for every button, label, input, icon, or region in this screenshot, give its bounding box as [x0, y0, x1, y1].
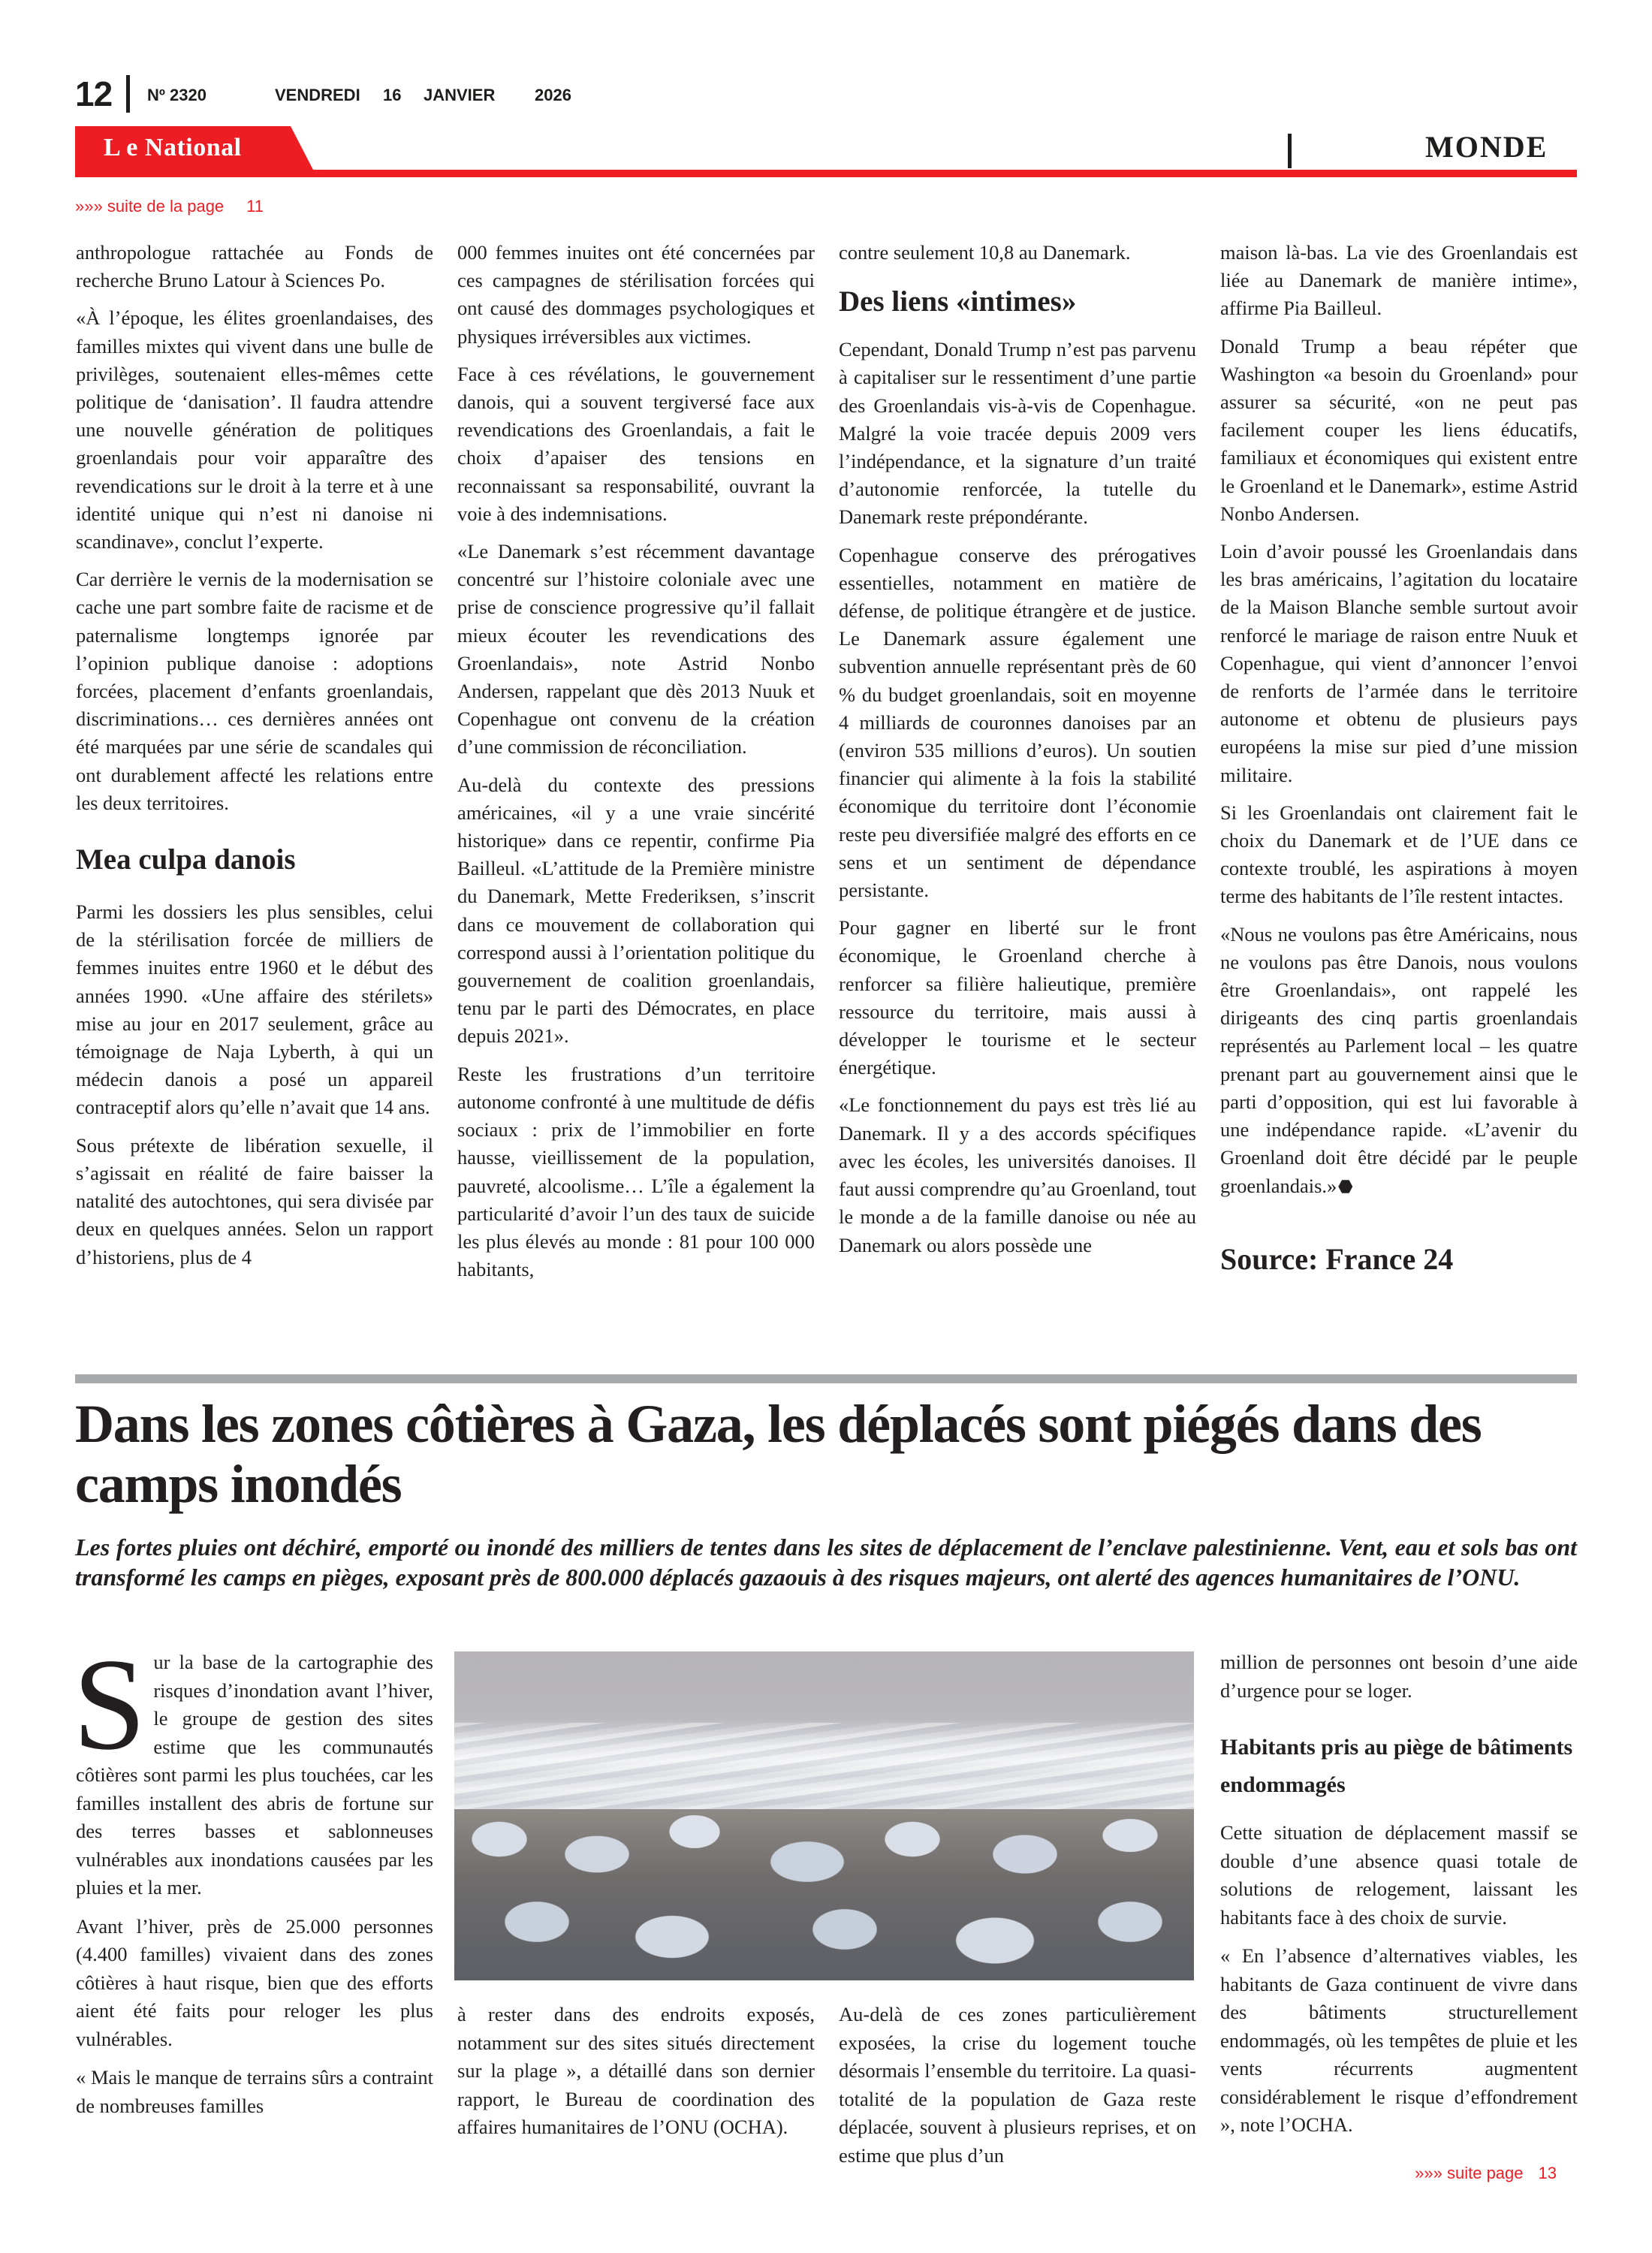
paragraph: « En l’absence d’alternatives viables, les habitants de Gaza continuent de vivre dans des bâtiments structurellement endommagés, où les tempêtes de pluie et les vents récurrents augmentent considérablement le risque d’effondrement », note l’OCHA. [1220, 1944, 1578, 2136]
paragraph: « Mais le manque de terrains sûrs a contraint de nombreuses familles [76, 2066, 433, 2117]
lead-paragraph [73, 1631, 433, 1902]
section-label: MONDE [1425, 130, 1548, 164]
section-divider [1288, 134, 1292, 168]
paragraph: Pour gagner en liberté sur le front économique, le Groenland cherche à renforcer sa filière halieutique, première ressource du territoire, mais aussi à développer le tourisme et le secteur énergétique. [839, 916, 1196, 1079]
gaza-column-3 [839, 2001, 1196, 2180]
paragraph: «Le fonctionnement du pays est très lié au Danemark. Il y a des accords spécifiques avec les écoles, les universités danoises. Il faut aussi comprendre qu’au Groenland, tout le monde a de la famille danoise ou née au Danemark ou alors possède une [839, 1093, 1196, 1256]
paragraph: Reste les frustrations d’un territoire autonome confronté à une multitude de défis sociaux : prix de l’immobilier en forte hausse, vieillissement de la population, pauvreté, alcoolisme… L’île a également la particularité d’avoir l’un des taux de suicide les plus élevés au monde : 81 pour 100 000 habitants, [457, 1062, 815, 1281]
greenland-column-1 [76, 239, 433, 1281]
date-day: 16 [383, 86, 402, 104]
gaza-camp-photo [454, 1651, 1194, 1980]
paragraph: Loin d’avoir poussé les Groenlandais dans les bras américains, l’agitation du locataire de la Maison Blanche semble surtout avoir renforcé le mariage de raison entre Nuuk et Copenhague, qui vient d’annoncer l’envoi de renforts de l’armée dans le territoire autonome et obtenu de plusieurs pays européens la mise sur pied d’une mission militaire. [1220, 540, 1578, 786]
masthead-band [75, 126, 1577, 179]
photo-sea-surf [454, 1723, 1194, 1820]
paragraph: anthropologue rattachée au Fonds de recherche Bruno Latour à Sciences Po. [76, 241, 433, 292]
gaza-column-1 [73, 1631, 433, 2131]
paragraph: Cette situation de déplacement massif se double d’une absence quasi totale de solutions de relogement, laissant les habitants face à des choix de survie. [1220, 1821, 1578, 1929]
continued-to-prefix: »»» suite page [1415, 2163, 1524, 2182]
page-number: 12 [75, 74, 113, 113]
lead-paragraph-text: ur la base de la cartographie des risques d’inondation avant l’hiver, le groupe de gestion des sites estime que les communautés côtières sont parmi les plus touchées, car les familles installent des abris de fortune sur des terres basses et sablonneuses vulnérables aux inondations causées par les pluies et la mer. [76, 1651, 433, 1899]
hexagon-end-mark-icon [1338, 1180, 1352, 1194]
paragraph: à rester dans des endroits exposés, notamment sur des sites situés directement sur la plage », a détaillé dans son dernier rapport, le Bureau de coordination des affaires humanitaires de l’ONU (OCHA). [457, 2003, 815, 2138]
paragraph: contre seulement 10,8 au Danemark. [839, 241, 1131, 264]
paragraph: Avant l’hiver, près de 25.000 personnes (4.400 familles) vivaient dans des zones côtières à haut risque, bien que des efforts aient été faits pour reloger les plus vulnérables. [76, 1914, 433, 2050]
drop-cap: S [73, 1631, 146, 1777]
gaza-headline: Dans les zones côtières à Gaza, les déplacés sont piégés dans des camps inondés [75, 1394, 1482, 1514]
greenland-column-4 [1220, 239, 1578, 1277]
greenland-column-3 [839, 239, 1196, 1269]
continued-from-page: 11 [246, 197, 264, 216]
paragraph: «À l’époque, les élites groenlandaises, des familles mixtes qui vivent dans une bulle de privilèges, soutenaient elles-mêmes cette politique de ‘danisation’. Il faudra attendre une nouvelle génération de politiques groenlandais pour voir apparaître des revendications sur le droit à la terre et à une identité unique qui n’est ni danoise ni scandinave», conclut l’experte. [76, 306, 433, 553]
paragraph: Sous prétexte de libération sexuelle, il s’agissait en réalité de faire baisser la natalité des autochtones, qui sera divisée par deux en quelques années. Selon un rapport d’historiens, plus de 4 [76, 1133, 433, 1268]
paragraph: maison là-bas. La vie des Groenlandais est liée au Danemark de manière intime», affirme Pia Bailleul. [1220, 241, 1578, 320]
gaza-standfirst: Les fortes pluies ont déchiré, emporté ou inondé des milliers de tentes dans les sites de déplacement de l’enclave palestinienne. Vent, eau et sols bas ont transformé les camps en pièges, exposant près de 800.000 déplacés gazaouis à des risques majeurs, ont alerté des agences humanitaires de l’ONU. [75, 1534, 1577, 1591]
paragraph: «Le Danemark s’est récemment davantage concentré sur l’histoire coloniale avec une prise de conscience progressive qu’il fallait mieux écouter les revendications des Groenlandais», note Astrid Nonbo Andersen, rappelant que dès 2013 Nuuk et Copenhague ont convenu de la création d’une commission de réconciliation. [457, 540, 815, 759]
paragraph: Donald Trump a beau répéter que Washington «a besoin du Groenland» pour assurer sa sécurité, «on ne peut pas facilement couper les liens éducatifs, familiaux et économiques qui existent entre le Groenland et le Danemark», estime Astrid Nonbo Andersen. [1220, 334, 1578, 525]
gaza-column-2 [457, 2001, 815, 2152]
source-credit: Source: France 24 [1220, 1241, 1454, 1276]
paragraph: Car derrière le vernis de la modernisation se cache une part sombre faite de racisme et de paternalisme longtemps ignorée par l’opinion publique danoise : adoptions forcées, placement d’enfants groenlandais, discriminations… ces dernières années ont été marquées par une série de scandales qui ont durablement affecté les relations entre les deux territoires. [76, 568, 433, 814]
paragraph: Au-delà de ces zones particulièrement exposées, la crise du logement touche désormais l’ensemble du territoire. La quasi-totalité de la population de Gaza reste déplacée, souvent à plusieurs reprises, et on estime que plus d’un [839, 2003, 1196, 2167]
publication-name: L e National [104, 134, 242, 161]
gaza-column-4 [1220, 1648, 1578, 2187]
paragraph: Cependant, Donald Trump n’est pas parvenu à capitaliser sur le ressentiment d’une partie des Groenlandais vis-à-vis de Copenhague. Malgré la voie tracée depuis 2009 vers l’indépendance, et la signature d’un traité d’autonomie renforcée, la tutelle du Danemark reste prépondérante. [839, 338, 1196, 529]
subheading-liens-intimes: Des liens «intimes» [839, 285, 1077, 318]
paragraph: 000 femmes inuites ont été concernées par ces campagnes de stérilisation forcées qui ont causé des dommages psychologiques et physiques irréversibles aux victimes. [457, 241, 815, 348]
date-weekday: VENDREDI [275, 86, 360, 104]
date-year: 2026 [535, 86, 571, 104]
date-month: JANVIER [424, 86, 496, 104]
greenland-column-2 [457, 239, 815, 1293]
continued-to-link[interactable] [1220, 2159, 1578, 2188]
paragraph: Face à ces révélations, le gouvernement danois, qui a souvent tergiversé face aux revendications des Groenlandais, a fait le choix d’apaiser des tensions en reconnaissant sa responsabilité, ouvrant la voie à des indemnisations. [457, 362, 815, 525]
paragraph-final-text: «Nous ne voulons pas être Américains, nous ne voulons pas être Danois, nous voulons être Groenlandais», ont rappelé les dirigeants des cinq partis groenlandais représentés au Parlement local – les quatre prenant part au gouvernement ainsi que le parti d’opposition, qui est lui favorable à une indépendance rapide. «L’avenir du Groenland doit être décidé par le peuple groenlandais.» [1220, 922, 1578, 1197]
subheading-mea-culpa: Mea culpa danois [76, 843, 296, 876]
paragraph: Copenhague conserve des prérogatives essentielles, notamment en matière de défense, de politique étrangère et de justice. Le Danemark assure également une subvention annuelle représentant près de 60 % du budget groenlandais, soit en moyenne 4 milliards de couronnes danoises par an (environ 535 millions d’euros). Un soutien financier qui alimente à la fois la stabilité économique du territoire dont l’économie reste peu diversifiée malgré des efforts en ce sens et un sentiment de dépendance persistante. [839, 543, 1196, 902]
subheading-batiments-endommages: Habitants pris au piège de bâtiments endommagés [1220, 1735, 1573, 1797]
issue-number: Nº 2320 [147, 86, 206, 104]
paragraph: Si les Groenlandais ont clairement fait le choix du Danemark et de l’UE dans ce contexte troublé, les aspirations à moyen terme des habitants de l’île restent intactes. [1220, 801, 1578, 908]
article-separator [75, 1374, 1577, 1383]
paragraph-final [1220, 921, 1578, 1200]
header-divider [126, 75, 130, 113]
paragraph: Au-delà du contexte des pressions américaines, «il y a une vraie sincérité historique» dans ce repentir, confirme Pia Bailleul. «L’attitude de la Première ministre du Danemark, Mette Frederiksen, s’inscrit dans ce mouvement de collaboration qui correspond aussi à l’orientation politique du gouvernement de coalition groenlandais, tenu par le parti des Démocrates, en place depuis 2021». [457, 773, 815, 1048]
continued-from-link[interactable] [75, 197, 264, 216]
paragraph: million de personnes ont besoin d’une aide d’urgence pour se loger. [1220, 1651, 1578, 1702]
paragraph: Parmi les dossiers les plus sensibles, celui de la stérilisation forcée de milliers de femmes inuites entre 1960 et le début des années 1990. «Une affaire des stérilets» mise au jour en 2017 seulement, grâce au témoignage de Naja Lyberth, à qui un médecin danois a posé un appareil contraceptif alors qu’elle n’avait que 14 ans. [76, 900, 433, 1119]
continued-to-page: 13 [1538, 2163, 1557, 2182]
masthead-red-rule [75, 170, 1577, 177]
photo-tents [454, 1809, 1194, 1980]
continued-from-prefix: »»» suite de la page [75, 197, 225, 216]
